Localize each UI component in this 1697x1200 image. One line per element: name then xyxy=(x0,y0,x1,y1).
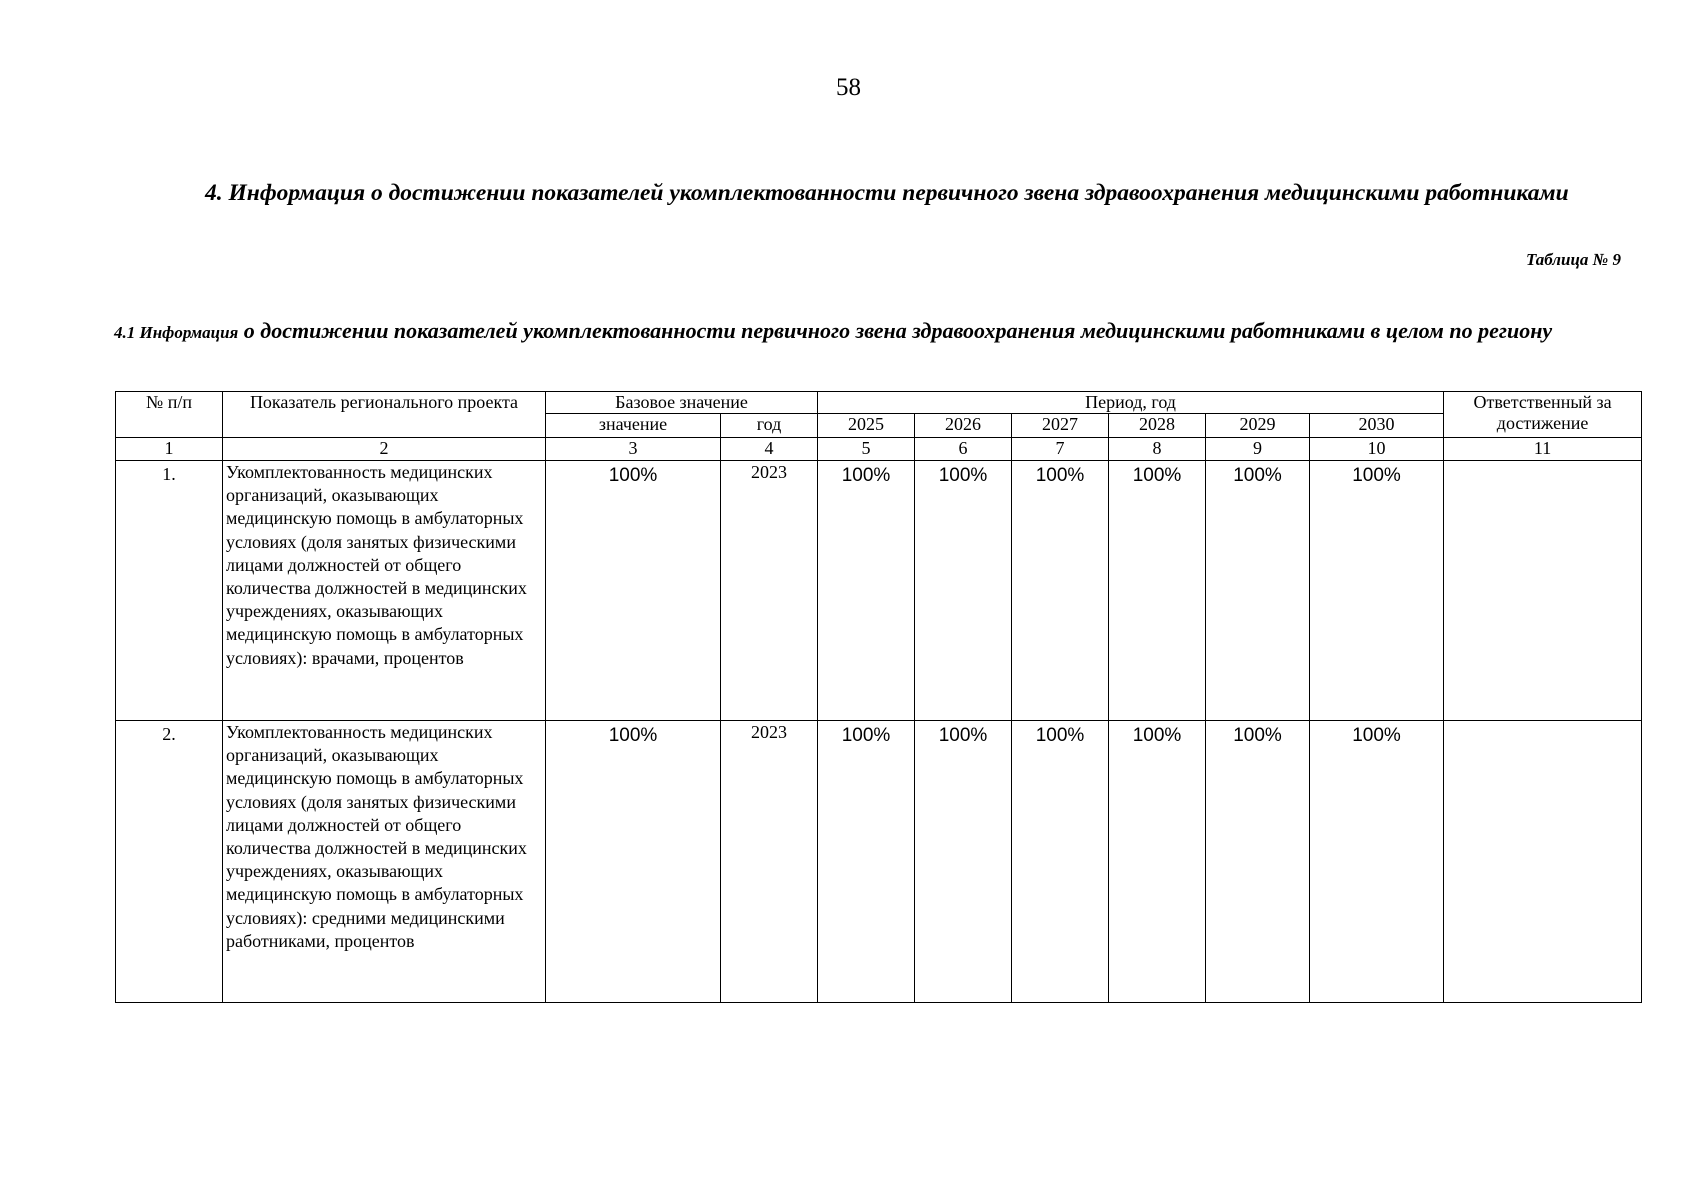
header-indicator: Показатель регионального проекта xyxy=(223,392,546,438)
header-year: 2027 xyxy=(1012,414,1109,438)
year-value: 100% xyxy=(1206,721,1310,1003)
year-value: 100% xyxy=(1109,461,1206,721)
header-period: Период, год xyxy=(818,392,1444,414)
base-value: 100% xyxy=(546,721,721,1003)
year-value: 100% xyxy=(1012,461,1109,721)
row-number: 1. xyxy=(116,461,223,721)
subsection-title-rest: о достижении показателей укомплектованности первичного звена здравоохранения медицинскими работниками в целом по региону xyxy=(238,318,1553,343)
subsection-title xyxy=(114,317,1644,346)
base-year: 2023 xyxy=(721,461,818,721)
column-number: 2 xyxy=(223,438,546,461)
column-number: 5 xyxy=(818,438,915,461)
header-base-year: год xyxy=(721,414,818,438)
responsible-cell xyxy=(1444,461,1642,721)
header-year: 2030 xyxy=(1310,414,1444,438)
page-number: 58 xyxy=(836,74,861,101)
table-number: Таблица № 9 xyxy=(1525,250,1621,269)
column-number: 4 xyxy=(721,438,818,461)
indicator-text: Укомплектованность медицинских организаций, оказывающих медицинскую помощь в амбулаторных условиях (доля занятых физическими лицами должностей от общего количества должностей в медицинских учреждениях, оказывающих медицинскую помощь в амбулаторных условиях): средними медицинскими работниками, процентов xyxy=(223,721,546,1003)
column-number: 6 xyxy=(915,438,1012,461)
responsible-cell xyxy=(1444,721,1642,1003)
indicator-text: Укомплектованность медицинских организаций, оказывающих медицинскую помощь в амбулаторных условиях (доля занятых физическими лицами должностей от общего количества должностей в медицинских учреждениях, оказывающих медицинскую помощь в амбулаторных условиях): врачами, процентов xyxy=(223,461,546,721)
table-row xyxy=(116,461,1642,721)
year-value: 100% xyxy=(1012,721,1109,1003)
header-year: 2028 xyxy=(1109,414,1206,438)
year-value: 100% xyxy=(818,721,915,1003)
table-row xyxy=(116,721,1642,1003)
year-value: 100% xyxy=(1310,721,1444,1003)
column-number: 3 xyxy=(546,438,721,461)
indicators-table xyxy=(115,391,1642,1003)
column-number: 1 xyxy=(116,438,223,461)
column-number: 9 xyxy=(1206,438,1310,461)
base-value: 100% xyxy=(546,461,721,721)
header-year: 2029 xyxy=(1206,414,1310,438)
column-number: 11 xyxy=(1444,438,1642,461)
column-number: 7 xyxy=(1012,438,1109,461)
year-value: 100% xyxy=(1206,461,1310,721)
header-base-value: значение xyxy=(546,414,721,438)
subsection-title-lead: 4.1 Информация xyxy=(114,323,239,342)
column-number-row xyxy=(116,438,1642,461)
header-row-top xyxy=(116,392,1642,414)
header-no: № п/п xyxy=(116,392,223,438)
year-value: 100% xyxy=(1310,461,1444,721)
year-value: 100% xyxy=(1109,721,1206,1003)
section-title: 4. Информация о достижении показателей укомплектованности первичного звена здравоохранения медицинскими работниками xyxy=(205,180,1569,206)
header-year: 2026 xyxy=(915,414,1012,438)
row-number: 2. xyxy=(116,721,223,1003)
header-responsible: Ответственный за достижение xyxy=(1444,392,1642,438)
year-value: 100% xyxy=(915,721,1012,1003)
year-value: 100% xyxy=(915,461,1012,721)
column-number: 8 xyxy=(1109,438,1206,461)
base-year: 2023 xyxy=(721,721,818,1003)
year-value: 100% xyxy=(818,461,915,721)
column-number: 10 xyxy=(1310,438,1444,461)
header-year: 2025 xyxy=(818,414,915,438)
header-base: Базовое значение xyxy=(546,392,818,414)
